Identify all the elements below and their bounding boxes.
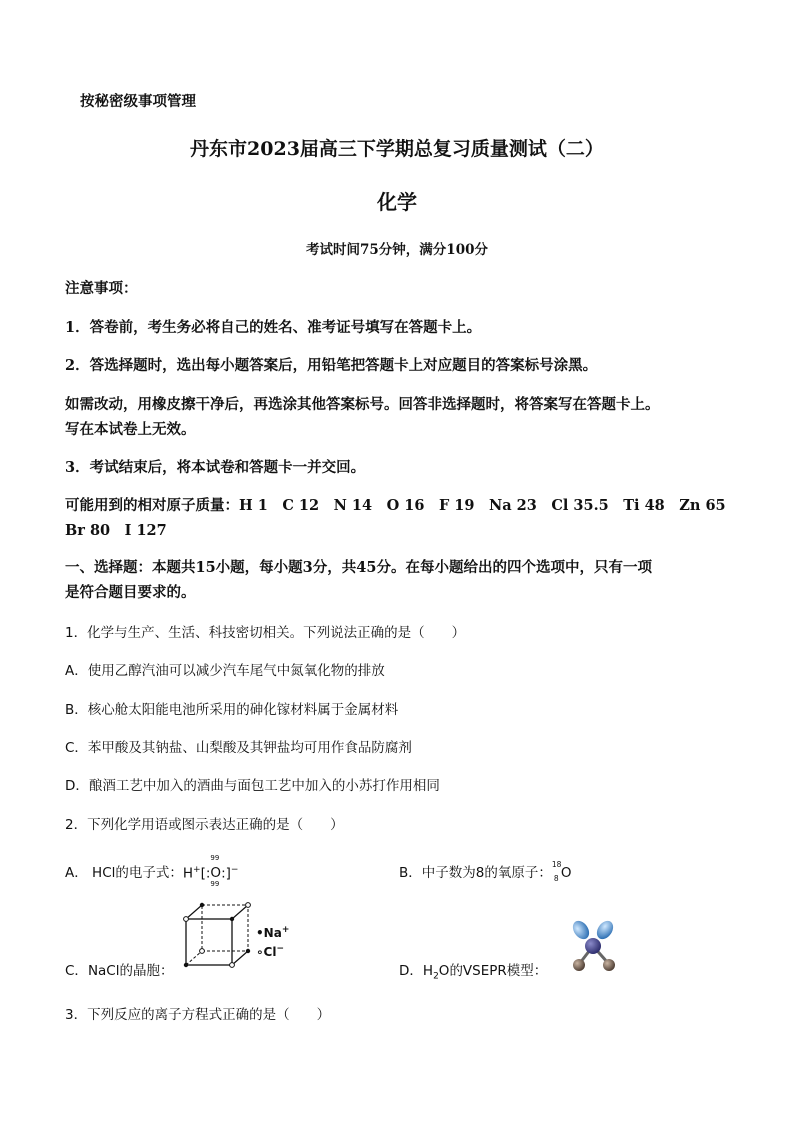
bracket-right: :] bbox=[221, 865, 231, 881]
legend-cl bbox=[256, 944, 284, 959]
atomic-mass-line: 可能用到的相对原子质量：H 1 C 12 N 14 O 16 F 19 Na 23 Cl 35.5 Ti 48 Zn 65 bbox=[65, 497, 726, 514]
question-2-option-a bbox=[65, 854, 239, 888]
electron-dots-top: 99 bbox=[210, 854, 220, 862]
note-item: 2．答选择题时，选出每小题答案后，用铅笔把答题卡上对应题目的答案标号涂黑。 bbox=[65, 357, 598, 374]
cl-ion bbox=[230, 963, 235, 968]
question-1-option-c: C．苯甲酸及其钠盐、山梨酸及其钾盐均可用作食品防腐剂 bbox=[65, 740, 412, 756]
cube-back-face bbox=[202, 905, 248, 951]
cube-front-face bbox=[186, 919, 232, 965]
note-item: 写在本试卷上无效。 bbox=[65, 421, 196, 438]
question-1-option-d: D．酿酒工艺中加入的酒曲与面包工艺中加入的小苏打作用相同 bbox=[65, 778, 440, 794]
question-2-option-b bbox=[399, 861, 572, 881]
question-1-option-b: B．核心舱太阳能电池所采用的砷化镓材料属于金属材料 bbox=[65, 702, 399, 718]
cube-edge bbox=[232, 905, 248, 919]
hydrogen-atom bbox=[603, 959, 615, 971]
question-2-option-c bbox=[65, 959, 174, 979]
legend-na bbox=[256, 925, 289, 940]
option-letter: C． bbox=[65, 963, 88, 979]
option-text: 的晶胞： bbox=[119, 963, 174, 979]
question-2-option-d bbox=[399, 959, 547, 982]
option-text: 的电子式： bbox=[115, 865, 183, 881]
section-heading: 一、选择题：本题共15小题，每小题3分，共45分。在每小题给出的四个选项中，只有一项 bbox=[65, 559, 652, 576]
lone-pair-lobe bbox=[594, 918, 617, 942]
charge-plus: + bbox=[193, 864, 201, 875]
note-item: 如需改动，用橡皮擦干净后，再选涂其他答案标号。回答非选择题时，将答案写在答题卡上。 bbox=[65, 396, 660, 413]
cl-ion bbox=[184, 917, 189, 922]
legend-na-charge: + bbox=[281, 925, 290, 935]
option-letter: D． bbox=[399, 963, 423, 979]
formula: HCl bbox=[92, 865, 116, 881]
na-ion bbox=[200, 903, 204, 907]
note-item: 3．考试结束后，将本试卷和答题卡一并交回。 bbox=[65, 459, 366, 476]
cl-ion bbox=[246, 903, 251, 908]
atomic-number: 8 bbox=[553, 874, 559, 883]
legend-cl-charge: − bbox=[276, 944, 284, 954]
legend-na-label: •Na bbox=[256, 926, 282, 940]
cl-ion bbox=[200, 949, 205, 954]
question-2-stem: 2．下列化学用语或图示表达正确的是（ ） bbox=[65, 817, 344, 833]
na-ion bbox=[246, 949, 250, 953]
question-3-stem: 3．下列反应的离子方程式正确的是（ ） bbox=[65, 1007, 331, 1023]
oxygen-symbol: O bbox=[210, 865, 222, 881]
legend-cl-label: ∘Cl bbox=[256, 945, 277, 959]
hydrogen-symbol: H bbox=[422, 963, 434, 979]
nacl-unit-cell-diagram bbox=[182, 902, 252, 974]
option-letter: A． bbox=[65, 865, 88, 881]
atomic-mass-line: Br 80 I 127 bbox=[65, 522, 167, 539]
formula: NaCl bbox=[87, 963, 120, 979]
subject-title: 化学 bbox=[377, 190, 417, 214]
note-item: 1．答卷前，考生务必将自己的姓名、准考证号填写在答题卡上。 bbox=[65, 319, 482, 336]
question-1-stem: 1．化学与生产、生活、科技密切相关。下列说法正确的是（ ） bbox=[65, 625, 466, 641]
isotope-notation bbox=[551, 860, 572, 883]
notes-heading: 注意事项： bbox=[65, 280, 138, 297]
hydrogen-atom bbox=[573, 959, 585, 971]
confidential-label: 按秘密级事项管理 bbox=[80, 93, 196, 110]
cube-edge bbox=[186, 951, 202, 965]
cube-edge bbox=[186, 905, 202, 919]
lone-pair-lobe bbox=[570, 918, 593, 942]
option-text: 的VSEPR模型： bbox=[449, 963, 548, 979]
mass-number: 18 bbox=[551, 860, 562, 869]
h2o-vsepr-model-icon bbox=[568, 918, 620, 974]
subscript: 2 bbox=[433, 971, 439, 982]
electron-dots-bottom: 99 bbox=[210, 880, 220, 888]
oxygen-symbol: O bbox=[560, 865, 572, 881]
oxygen-atom bbox=[585, 938, 601, 954]
hydrogen-symbol: H bbox=[182, 865, 194, 881]
na-ion bbox=[184, 963, 188, 967]
electron-formula bbox=[182, 854, 239, 888]
exam-info: 考试时间75分钟，满分100分 bbox=[306, 242, 488, 258]
bracket-left: [: bbox=[200, 865, 211, 881]
exam-title: 丹东市2023届高三下学期总复习质量测试（二） bbox=[190, 138, 604, 160]
option-text: B．中子数为8的氧原子： bbox=[399, 865, 552, 881]
charge-minus: − bbox=[230, 864, 239, 875]
section-heading: 是符合题目要求的。 bbox=[65, 584, 196, 601]
na-ion bbox=[230, 917, 234, 921]
cube-edge bbox=[232, 951, 248, 965]
question-1-option-a: A．使用乙醇汽油可以减少汽车尾气中氮氧化物的排放 bbox=[65, 663, 385, 679]
oxygen-symbol: O bbox=[438, 963, 450, 979]
